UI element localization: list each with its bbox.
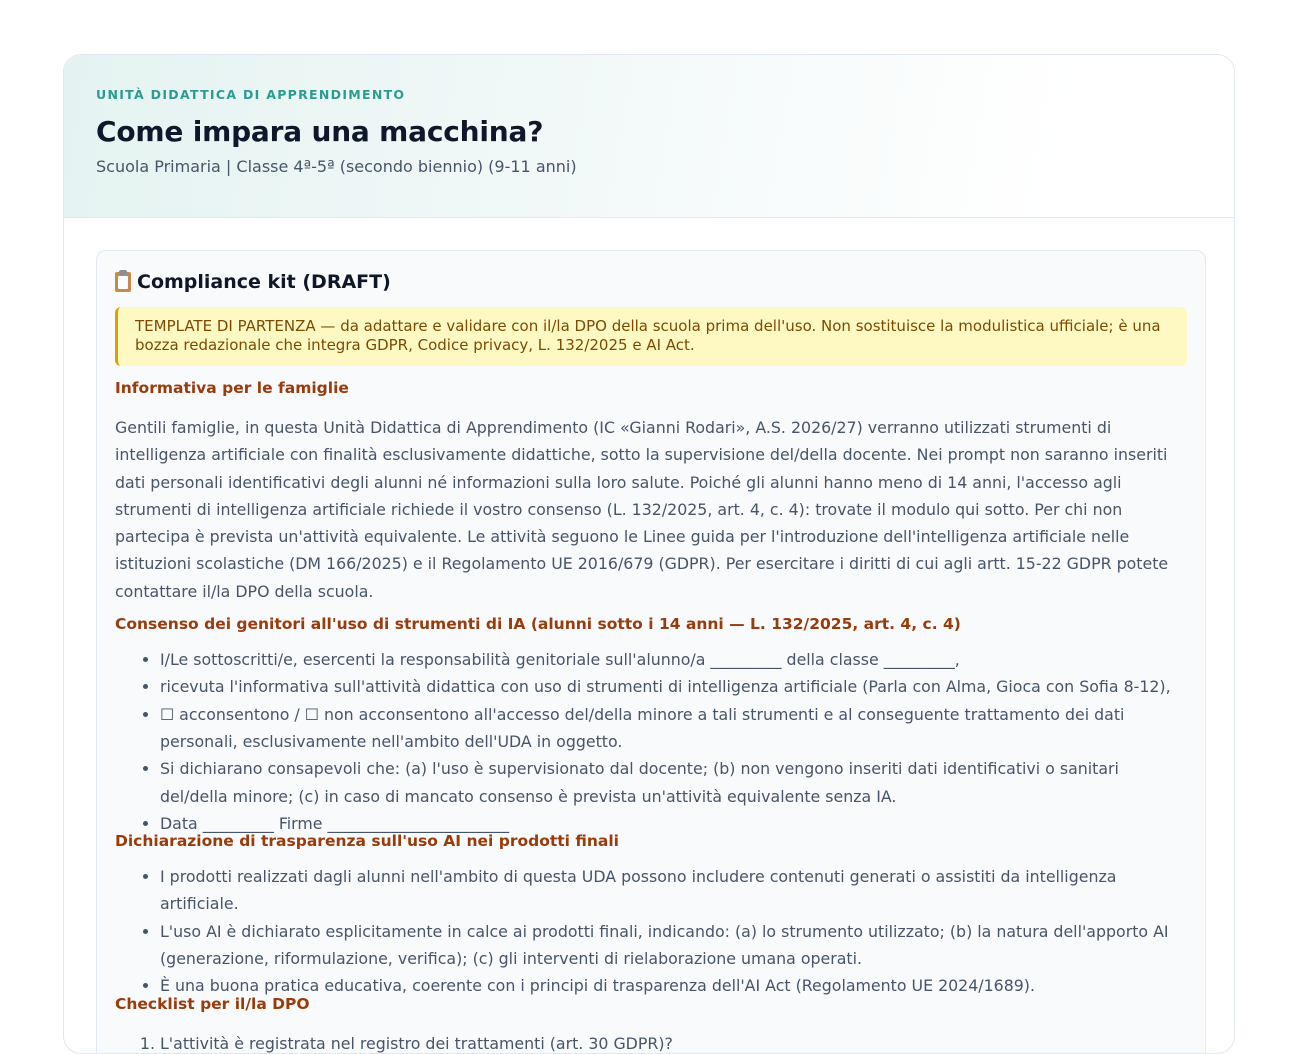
checklist-list xyxy=(115,1030,1187,1054)
list-item: • I/Le sottoscritti/e, esercenti la responsabilità genitoriale sull'alunno/a _________ della classe _________, xyxy=(160,646,1187,673)
clipboard-icon xyxy=(115,272,131,292)
uda-card xyxy=(63,54,1235,1054)
compliance-kit-heading xyxy=(115,267,1187,297)
list-item: • ☐ acconsentono / ☐ non acconsentono all'accesso del/della minore a tali strumenti e al conseguente trattamento dei dati personali, esclusivamente nell'ambito dell'UDA in oggetto. xyxy=(160,701,1187,756)
list-item: • È una buona pratica educativa, coerente con i principi di trasparenza dell'AI Act (Regolamento UE 2024/1689). xyxy=(160,972,1187,999)
uda-header xyxy=(64,55,1234,218)
list-item: • Data _________ Firme _______________________ xyxy=(160,810,1187,837)
informativa-title: Informativa per le famiglie xyxy=(115,379,349,397)
page-subtitle: Scuola Primaria | Classe 4ª-5ª (secondo biennio) (9-11 anni) xyxy=(96,157,577,176)
compliance-kit-panel xyxy=(96,250,1206,1054)
trasparenza-title: Dichiarazione di trasparenza sull'uso AI nei prodotti finali xyxy=(115,832,619,851)
consenso-title: Consenso dei genitori all'uso di strumenti di IA (alunni sotto i 14 anni — L. 132/2025, art. 4, c. 4) xyxy=(115,615,961,634)
eyebrow-label: UNITÀ DIDATTICA DI APPRENDIMENTO xyxy=(96,87,406,102)
compliance-kit-title: Compliance kit (DRAFT) xyxy=(137,271,391,293)
list-item: 1. L'attività è registrata nel registro dei trattamenti (art. 30 GDPR)? xyxy=(160,1030,1187,1054)
list-item: • ricevuta l'informativa sull'attività didattica con uso di strumenti di intelligenza artificiale (Parla con Alma, Gioca con Sofia 8-12), xyxy=(160,673,1187,700)
draft-notice: TEMPLATE DI PARTENZA — da adattare e validare con il/la DPO della scuola prima dell'uso. Non sostituisce la modulistica ufficiale; è una bozza redazionale che integra GDPR, Codice privacy, L. 132/2025 e AI Act. xyxy=(115,307,1187,366)
consenso-list xyxy=(115,646,1187,837)
list-item: • I prodotti realizzati dagli alunni nell'ambito di questa UDA possono includere contenuti generati o assistiti da intelligenza artificiale. xyxy=(160,863,1187,918)
checklist-title: Checklist per il/la DPO xyxy=(115,994,310,1013)
page-title: Come impara una macchina? xyxy=(96,115,544,148)
list-item: • Si dichiarano consapevoli che: (a) l'uso è supervisionato dal docente; (b) non vengono inseriti dati identificativi o sanitari del/della minore; (c) in caso di mancato consenso è prevista un'attività equivalente senza IA. xyxy=(160,755,1187,810)
trasparenza-list xyxy=(115,863,1187,999)
list-item: • L'uso AI è dichiarato esplicitamente in calce ai prodotti finali, indicando: (a) lo strumento utilizzato; (b) la natura dell'apporto AI (generazione, riformulazione, verifica); (c) gli interventi di rielaborazione umana operati. xyxy=(160,918,1187,973)
informativa-text: Gentili famiglie, in questa Unità Didattica di Apprendimento (IC «Gianni Rodari», A.S. 2026/27) verranno utilizzati strumenti di intelligenza artificiale con finalità esclusivamente didattiche, sotto la supervisione del/della docente. Nei prompt non saranno inseriti dati personali identificativi degli alunni né informazioni sulla loro salute. Poiché gli alunni hanno meno di 14 anni, l'accesso agli strumenti di intelligenza artificiale richiede il vostro consenso (L. 132/2025, art. 4, c. 4): trovate il modulo qui sotto. Per chi non partecipa è prevista un'attività equivalente. Le attività seguono le Linee guida per l'introduzione dell'intelligenza artificiale nelle istituzioni scolastiche (DM 166/2025) e il Regolamento UE 2016/679 (GDPR). Per esercitare i diritti di cui agli artt. 15-22 GDPR potete contattare il/la DPO della scuola. xyxy=(115,418,1169,601)
